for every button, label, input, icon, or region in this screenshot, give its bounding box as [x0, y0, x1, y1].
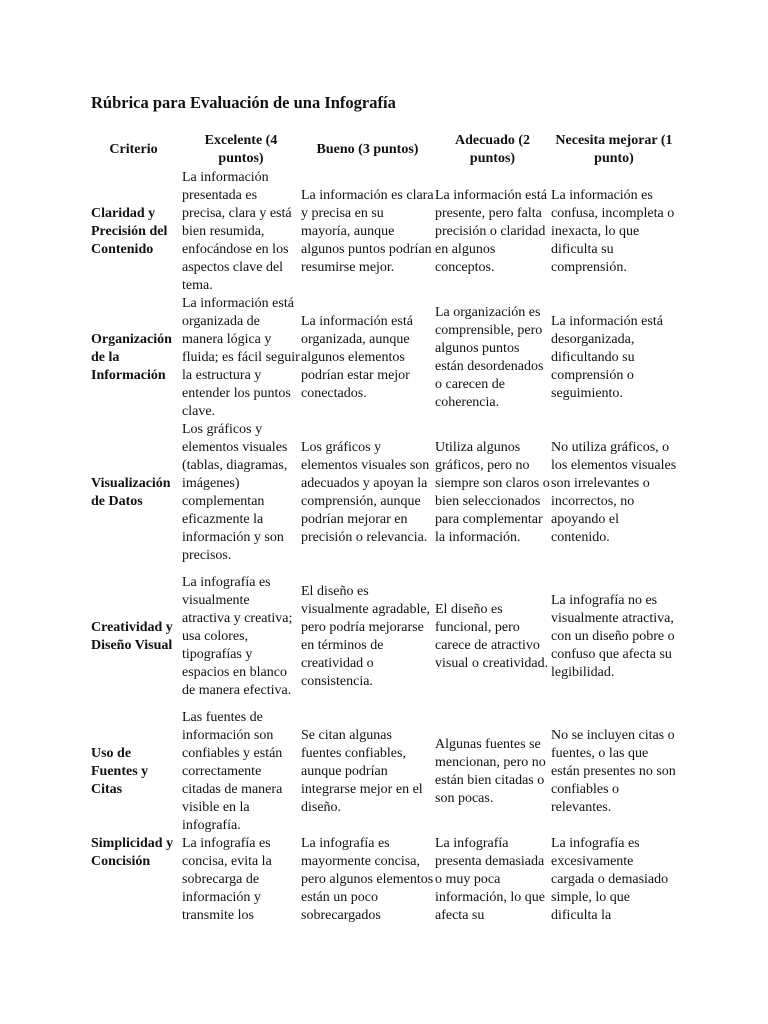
cell-text: La infografía es concisa, evita la sobrecarga de información y transmite los: [182, 836, 272, 923]
criterion-cell: Uso de Fuentes y Citas: [91, 746, 149, 797]
cell-adecuado: Utiliza algunos gráficos, pero no siempre son claros o bien seleccionados para complementar la información.: [435, 440, 550, 545]
cell-bueno: [301, 835, 435, 929]
criterion-cell: Claridad y Precisión del Contenido: [91, 206, 168, 257]
cell-adecuado: El diseño es funcional, pero carece de atractivo visual o creatividad.: [435, 602, 549, 671]
criterion-cell: Organización de la Información: [91, 332, 172, 383]
cell-text: La infografía es mayormente concisa, pero algunos elementos están un poco sobrecargados: [301, 836, 434, 923]
header-criterio: Criterio: [109, 142, 158, 157]
cell-excelente: La infografía es visualmente atractiva y creativa; usa colores, tipografías y espacios en blanco de manera efectiva.: [182, 575, 293, 698]
cell-necesita-mejorar: [551, 835, 678, 929]
criterion-cell: Creatividad y Diseño Visual: [91, 620, 173, 653]
rubric-table: [86, 131, 678, 929]
cell-bueno: Los gráficos y elementos visuales son adecuados y apoyan la comprensión, aunque podrían mejorar en precisión o relevancia.: [301, 440, 430, 545]
table-row: [86, 709, 678, 835]
table-row: [86, 169, 678, 295]
table-row: [86, 421, 678, 565]
header-row: [86, 131, 678, 169]
header-adecuado: Adecuado (2 puntos): [454, 133, 531, 166]
cell-necesita-mejorar: La información está desorganizada, dificultando su comprensión o seguimiento.: [551, 314, 663, 401]
cell-excelente: La información está organizada de manera lógica y fluida; es fácil seguir la estructura y entender los puntos clave.: [182, 296, 300, 419]
cell-necesita-mejorar: No se incluyen citas o fuentes, o las que están presentes no son confiables o relevantes.: [551, 728, 676, 815]
header-bueno: Bueno (3 puntos): [316, 142, 419, 157]
cell-adecuado: La información está presente, pero falta precisión o claridad en algunos conceptos.: [435, 188, 547, 275]
header-excelente: Excelente (4 puntos): [204, 133, 278, 166]
cell-text: La infografía presenta demasiada o muy poca información, lo que afecta su: [435, 836, 546, 923]
cell-text: La infografía es excesivamente cargada o demasiado simple, lo que dificulta la: [551, 836, 669, 923]
cell-bueno: La información es clara y precisa en su mayoría, aunque algunos puntos podrían resumirse mejor.: [301, 188, 434, 275]
cell-excelente: Las fuentes de información son confiables y están correctamente citadas de manera visible en la infografía.: [182, 710, 283, 833]
criterion-cell: Visualización de Datos: [91, 476, 171, 509]
cell-necesita-mejorar: La información es confusa, incompleta o inexacta, lo que dificulta su comprensión.: [551, 188, 675, 275]
cell-excelente: [182, 835, 301, 929]
cell-adecuado: [435, 835, 551, 929]
document-title: Rúbrica para Evaluación de una Infografía: [91, 93, 396, 112]
table-row: [86, 565, 678, 709]
table-row: [86, 835, 678, 929]
cell-excelente: La información presentada es precisa, clara y está bien resumida, enfocándose en los aspectos clave del tema.: [182, 170, 292, 293]
cell-bueno: El diseño es visualmente agradable, pero podría mejorarse en términos de creatividad o consistencia.: [301, 584, 431, 689]
header-necesita-mejorar: Necesita mejorar (1 punto): [555, 133, 673, 166]
cell-adecuado: La organización es comprensible, pero algunos puntos están desordenados o carecen de coherencia.: [435, 305, 544, 410]
cell-adecuado: Algunas fuentes se mencionan, pero no están bien citadas o son pocas.: [435, 737, 546, 806]
table-body: [86, 169, 678, 929]
cell-bueno: Se citan algunas fuentes confiables, aunque podrían integrarse mejor en el diseño.: [301, 728, 423, 815]
cell-excelente: Los gráficos y elementos visuales (tablas, diagramas, imágenes) complementan eficazmente la información y son precisos.: [182, 422, 288, 563]
table-header: [86, 131, 678, 169]
table-row: [86, 295, 678, 421]
criterion-cell: Simplicidad y Concisión: [91, 836, 174, 869]
cell-necesita-mejorar: No utiliza gráficos, o los elementos visuales son irrelevantes o incorrectos, no apoyando el contenido.: [551, 440, 677, 545]
cell-necesita-mejorar: La infografía no es visualmente atractiva, con un diseño pobre o confuso que afecta su legibilidad.: [551, 593, 675, 680]
cell-bueno: La información está organizada, aunque algunos elementos podrían estar mejor conectados.: [301, 314, 413, 401]
